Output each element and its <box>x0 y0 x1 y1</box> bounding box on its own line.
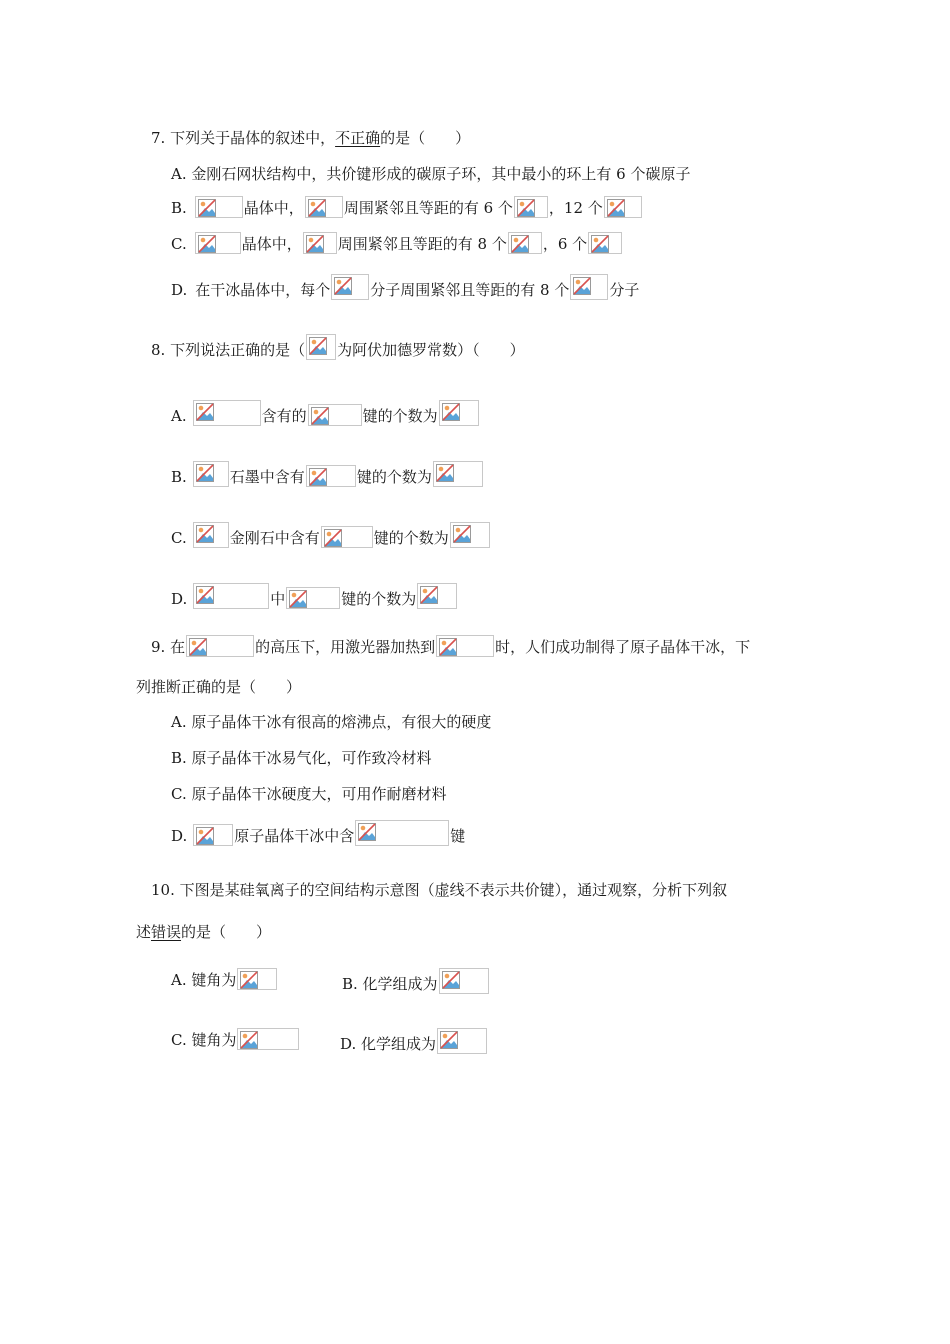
broken-image-icon <box>439 968 489 994</box>
q10-option-c: C. 键角为 <box>171 1028 300 1050</box>
broken-image-icon <box>433 461 483 487</box>
broken-image-icon <box>588 232 622 254</box>
broken-image-icon <box>186 635 254 657</box>
broken-image-icon <box>193 824 233 846</box>
broken-image-icon <box>321 526 373 548</box>
q10-emphasis: 错误 <box>151 923 182 941</box>
q9-stem: 9. 在 的高压下，用激光器加热到 时，人们成功制得了原子晶体干冰，下 <box>151 635 750 657</box>
q7-emphasis: 不正确 <box>335 129 381 147</box>
q8-option-a: A. 含有的 键的个数为 <box>171 400 480 426</box>
broken-image-icon <box>237 1028 299 1050</box>
q9-option-d: D. 原子晶体干冰中含 键 <box>171 820 465 846</box>
broken-image-icon <box>193 583 269 609</box>
q8-stem: 8. 下列说法正确的是（ 为阿伏加德罗常数）（ ） <box>151 334 525 360</box>
q9-option-b: B. 原子晶体干冰易气化，可作致冷材料 <box>171 749 432 767</box>
broken-image-icon <box>306 334 336 360</box>
broken-image-icon <box>193 522 229 548</box>
broken-image-icon <box>195 196 243 218</box>
broken-image-icon <box>305 196 343 218</box>
q9-option-a: A. 原子晶体干冰有很高的熔沸点，有很大的硬度 <box>171 713 492 731</box>
broken-image-icon <box>286 587 340 609</box>
broken-image-icon <box>237 968 277 990</box>
q7-option-b: B. 晶体中， 周围紧邻且等距的有 6 个 ，12 个 <box>171 196 643 218</box>
q9-stem-line2: 列推断正确的是（ ） <box>136 678 302 696</box>
broken-image-icon <box>355 820 449 846</box>
q10-option-d: D. 化学组成为 <box>340 1028 488 1054</box>
broken-image-icon <box>331 274 369 300</box>
q8-option-b: B. 石墨中含有 键的个数为 <box>171 461 484 487</box>
broken-image-icon <box>436 635 494 657</box>
broken-image-icon <box>306 465 356 487</box>
q10-stem-line2: 述 错误 的是（ ） <box>136 923 272 941</box>
broken-image-icon <box>193 461 229 487</box>
q7-stem: 7. 下列关于晶体的叙述中， 不正确 的是（ ） <box>151 129 471 147</box>
broken-image-icon <box>195 232 241 254</box>
broken-image-icon <box>303 232 337 254</box>
broken-image-icon <box>450 522 490 548</box>
broken-image-icon <box>570 274 608 300</box>
broken-image-icon <box>308 404 362 426</box>
q9-option-c: C. 原子晶体干冰硬度大，可用作耐磨材料 <box>171 785 447 803</box>
broken-image-icon <box>193 400 261 426</box>
q7-option-d: D. 在干冰晶体中，每个 分子周围紧邻且等距的有 8 个 分子 <box>171 274 639 300</box>
broken-image-icon <box>439 400 479 426</box>
q8-option-d: D. 中 键的个数为 <box>171 583 458 609</box>
q8-option-c: C. 金刚石中含有 键的个数为 <box>171 522 491 548</box>
broken-image-icon <box>417 583 457 609</box>
q7-option-c: C. 晶体中， 周围紧邻且等距的有 8 个 ，6 个 <box>171 232 623 254</box>
q10-stem: 10. 下图是某硅氧离子的空间结构示意图（虚线不表示共价键），通过观察，分析下列叙 <box>151 881 728 899</box>
q7-option-a: A. 金刚石网状结构中，共价键形成的碳原子环，其中最小的环上有 6 个碳原子 <box>171 165 691 183</box>
broken-image-icon <box>508 232 542 254</box>
broken-image-icon <box>437 1028 487 1054</box>
broken-image-icon <box>604 196 642 218</box>
q10-option-b: B. 化学组成为 <box>342 968 490 994</box>
q10-option-a: A. 键角为 <box>171 968 278 990</box>
broken-image-icon <box>514 196 548 218</box>
